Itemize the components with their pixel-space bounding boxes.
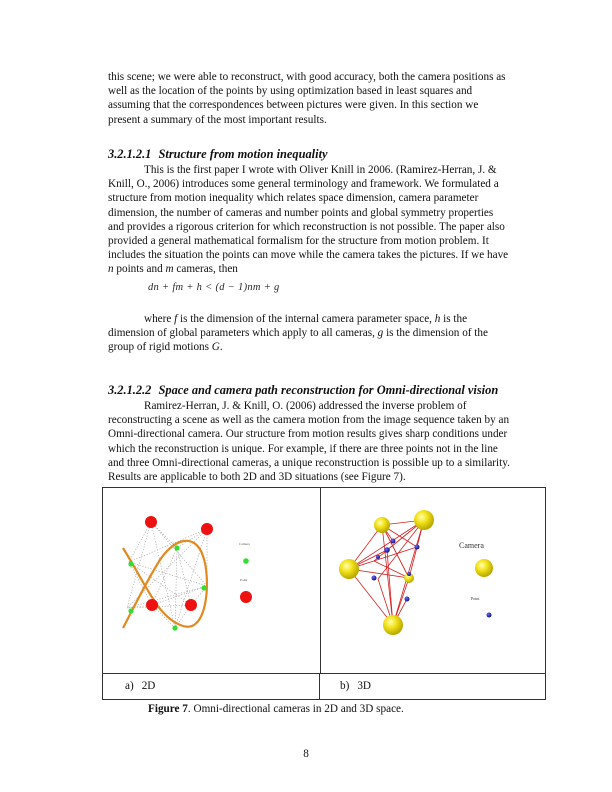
page-number: 8 [303, 748, 309, 760]
text-line: dimension, the number of cameras and number points and global symmetry properties [108, 206, 494, 219]
camera-sphere [383, 615, 403, 635]
text-line: Knill, O., 2006) introduces some general terminology and framework. We formulated a [108, 178, 499, 191]
legend-camera-label: Camera [239, 542, 250, 546]
point-sphere [376, 555, 380, 559]
point-marker [172, 625, 177, 630]
figure-caption: Figure 7. Omni-directional cameras in 2D and 3D space. [148, 703, 404, 715]
figure-panel-3d [321, 488, 545, 673]
text-line: and three Omni-directional cameras, a unique reconstruction is possible up to a similarity. [108, 456, 510, 469]
legend-point-icon [243, 558, 249, 564]
point-sphere [415, 545, 420, 550]
section-number: 3.2.1.2.1 [108, 147, 152, 161]
text-line: present a summary of the most important results. [108, 113, 327, 126]
point-sphere [372, 576, 377, 581]
text-line: provided a general mathematical formalism for the structure from motion problem. It [108, 235, 489, 248]
text-line: includes the situation the points can move while the camera takes the pictures. If we have [108, 249, 509, 262]
legend-camera-icon [475, 559, 493, 577]
rays-3d [349, 520, 424, 625]
section-title: Structure from motion inequality [158, 147, 328, 161]
point-sphere [405, 597, 410, 602]
camera-marker [185, 599, 197, 611]
legend-3d [459, 541, 493, 618]
legend-camera-icon [240, 591, 252, 603]
text-line: reconstructing a scene as well as the camera motion from the image sequence taken by an [108, 414, 510, 427]
text-line: structure from motion inequality which relates space dimension, camera parameter [108, 192, 479, 205]
points-3d [372, 539, 420, 602]
point-sphere [407, 572, 411, 576]
point-marker [174, 545, 179, 550]
omni-2d-diagram [103, 488, 320, 673]
point-sphere [391, 539, 396, 544]
section2-paragraph [108, 399, 548, 484]
text-line: n points and m cameras, then [108, 263, 238, 276]
camera-sphere [339, 559, 359, 579]
point-sphere [384, 547, 390, 553]
point-marker [201, 585, 206, 590]
text-line: where f is the dimension of the internal camera parameter space, h is the [144, 313, 468, 325]
camera-marker [201, 523, 213, 535]
text-line: This is the first paper I wrote with Oliver Knill in 2006. (Ramirez-Herran, J. & [144, 164, 497, 176]
panel-label-3d: b) 3D [340, 680, 372, 692]
camera-marker [146, 599, 158, 611]
text-line: which the reconstruction is unique. For example, if there are three points not in the line [108, 442, 498, 455]
panel-label-2d: a) 2D [103, 674, 320, 700]
text-line: well as the location of the points by using optimization based in least squares and [108, 85, 473, 98]
section1-paragraph [108, 163, 548, 277]
camera-marker [145, 516, 157, 528]
omni-3d-diagram [321, 488, 545, 673]
intro-paragraph [108, 70, 548, 127]
camera-path-curve [123, 541, 207, 628]
legend-point-label: Point [471, 596, 480, 601]
legend-point-icon [487, 613, 492, 618]
text-line: group of rigid motions G. [108, 341, 223, 354]
point-marker [128, 608, 133, 613]
equation-explanation-paragraph [108, 312, 548, 355]
text-line: this scene; we were able to reconstruct, with good accuracy, both the camera positions as [108, 71, 506, 83]
text-line: dimension of global parameters which apply to all cameras, g is the dimension of the [108, 327, 488, 340]
text-line: Omni-directional camera. Our structure from motion results gives sharp conditions under [108, 428, 508, 441]
section-heading-structure-from-motion [108, 147, 568, 162]
figure-panel-labels-row [103, 673, 545, 700]
point-marker [128, 561, 133, 566]
figure-panel-2d [103, 488, 321, 673]
sfm-inequality-equation: dn + fm + h < (d − 1)nm + g [148, 282, 280, 293]
text-line: assuming that the correspondences between pictures were given. In this section we [108, 99, 479, 112]
legend-2d [239, 542, 252, 603]
legend-camera-label: Camera [459, 541, 484, 550]
figure-7-table [102, 487, 546, 700]
camera-sphere [414, 510, 434, 530]
text-line: and provides a rigorous criterion for which reconstruction is not possible. The paper also [108, 220, 505, 233]
section-number: 3.2.1.2.2 [108, 383, 152, 397]
text-line: Results are applicable to both 2D and 3D situations (see Figure 7). [108, 471, 406, 484]
legend-point-label: Point [240, 578, 248, 582]
section-heading-omni-directional [108, 383, 568, 398]
camera-sphere [374, 517, 390, 533]
section-title: Space and camera path reconstruction for Omni-directional vision [158, 383, 499, 397]
text-line: Ramirez-Herran, J. & Knill, O. (2006) addressed the inverse problem of [144, 400, 467, 412]
